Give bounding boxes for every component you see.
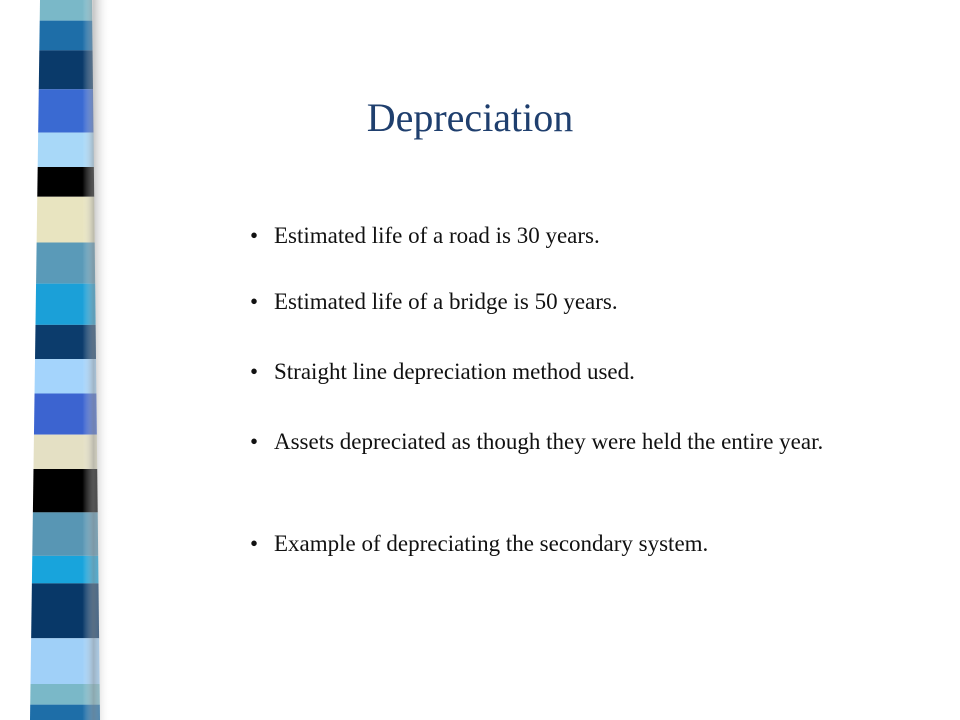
bullet-text: Example of depreciating the secondary system. bbox=[274, 531, 709, 556]
bullet-item bbox=[250, 426, 870, 458]
bullet-item bbox=[250, 220, 870, 252]
bullet-glyph: • bbox=[250, 429, 259, 454]
bullet-text: Straight line depreciation method used. bbox=[274, 359, 635, 384]
bullet-item bbox=[250, 528, 870, 560]
bullet-glyph: • bbox=[250, 531, 259, 556]
bullet-item bbox=[250, 356, 870, 388]
slide-title: Depreciation bbox=[366, 95, 574, 140]
bullet-text: Assets depreciated as though they were held the entire year. bbox=[274, 429, 824, 454]
bullet-glyph: • bbox=[250, 223, 259, 248]
bullet-item bbox=[250, 286, 870, 318]
bullet-glyph: • bbox=[250, 289, 259, 314]
bullet-glyph: • bbox=[250, 359, 259, 384]
bullet-text: Estimated life of a bridge is 50 years. bbox=[274, 289, 618, 314]
bullet-text: Estimated life of a road is 30 years. bbox=[274, 223, 600, 248]
